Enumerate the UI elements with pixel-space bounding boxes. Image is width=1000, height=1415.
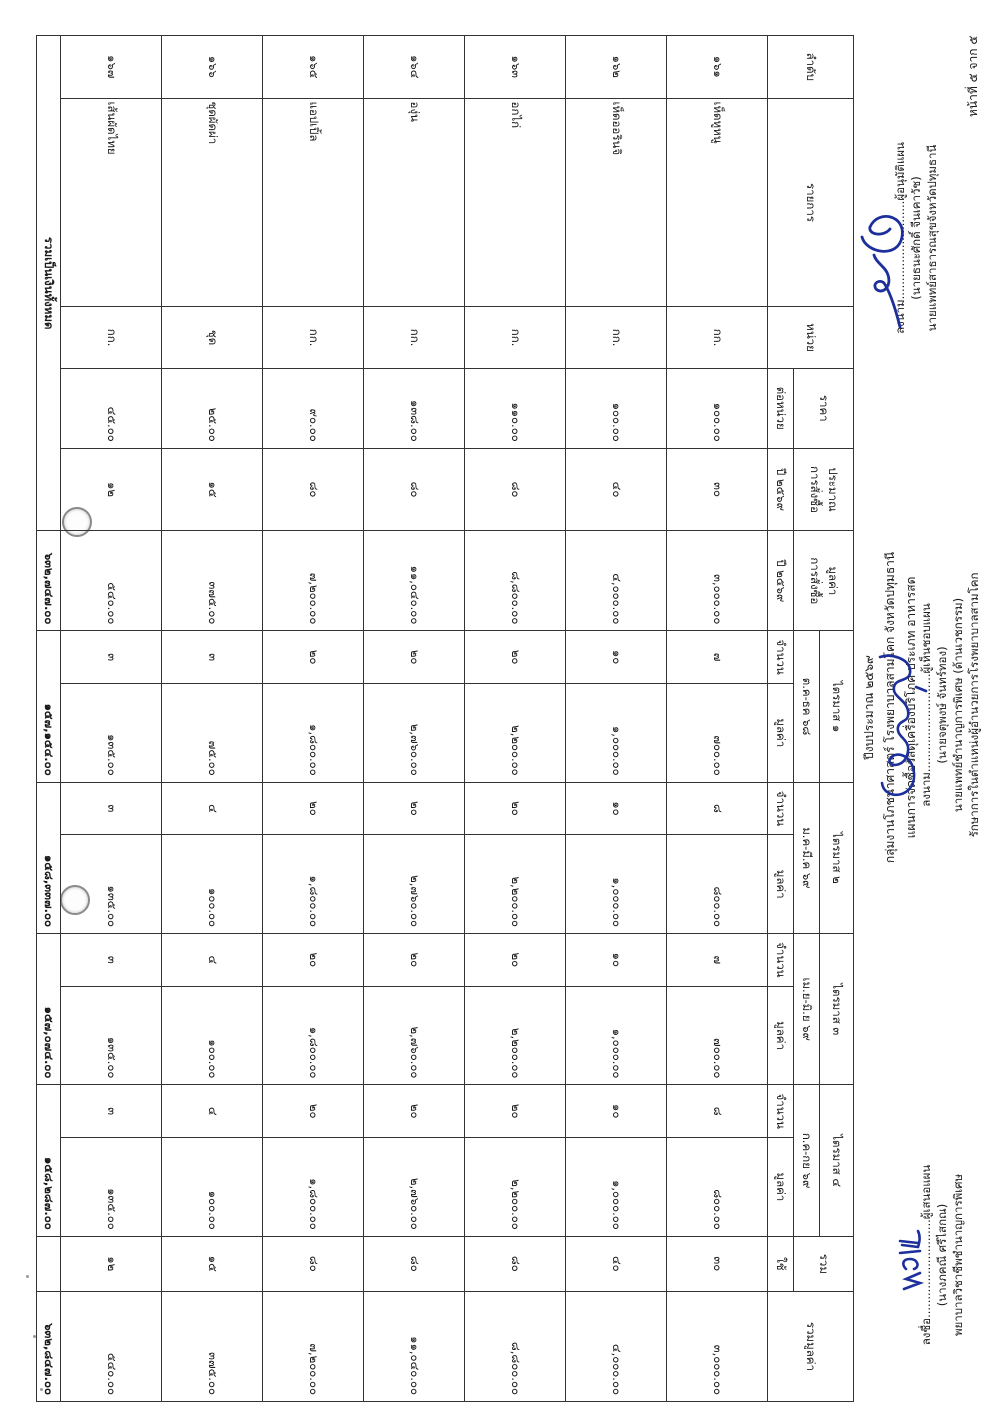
row-q3-amt: ๒,๒๐๐.๐๐ bbox=[465, 986, 566, 1085]
row-q2-amt: ๘๐๐.๐๐ bbox=[667, 835, 768, 934]
row-value: ๓๗๕.๐๐ bbox=[162, 531, 263, 631]
q2-header: ไตรมาส ๒ bbox=[820, 782, 854, 933]
row-q2-qty: ๒๐ bbox=[364, 782, 465, 835]
row-sum: ๓๗๕.๐๐ bbox=[162, 1291, 263, 1401]
purchase-plan-table bbox=[36, 35, 854, 1402]
row-q1-qty: ๒๐ bbox=[465, 631, 566, 684]
sig1-prefix: ลงชื่อ bbox=[919, 1317, 933, 1346]
row-unit: กก. bbox=[364, 307, 465, 368]
col-est-sub: ปี ๒๕๖๙ bbox=[768, 448, 794, 531]
table-row bbox=[566, 36, 667, 1402]
row-q3-qty: ๔ bbox=[162, 934, 263, 987]
row-q2-qty: ๑๐ bbox=[566, 782, 667, 835]
row-price: ๑๐๐.๐๐ bbox=[566, 368, 667, 448]
col-est-header bbox=[794, 448, 854, 531]
row-unit: กก. bbox=[61, 307, 162, 368]
row-q3-qty: ๒๐ bbox=[465, 934, 566, 987]
row-no: ๑๖๕ bbox=[263, 36, 364, 99]
row-q4-qty: ๑๐ bbox=[566, 1085, 667, 1138]
row-total: ๑๒ bbox=[61, 1236, 162, 1291]
row-q1-amt: ๗๐๐.๐๐ bbox=[667, 683, 768, 782]
row-q3-qty: ๒๐ bbox=[364, 934, 465, 987]
sig1-role: ...........................ผู้เสนอแผน bbox=[919, 1164, 933, 1318]
row-q4-amt: ๒,๗๖๐.๐๐ bbox=[364, 1137, 465, 1236]
handwritten-signature-2 bbox=[872, 643, 928, 803]
row-item: อกไก่ bbox=[465, 98, 566, 307]
row-q2-amt: ๑,๐๐๐.๐๐ bbox=[566, 835, 667, 934]
row-q4-amt: ๑๐๐.๐๐ bbox=[162, 1137, 263, 1236]
q3-amt-header: มูลค่า bbox=[768, 986, 794, 1085]
row-q3-amt: ๒,๗๖๐.๐๐ bbox=[364, 986, 465, 1085]
row-price: ๔๕.๐๐ bbox=[61, 368, 162, 448]
row-q1-qty: ๒๐ bbox=[263, 631, 364, 684]
row-total: ๑๕ bbox=[162, 1236, 263, 1291]
row-unit: กก. bbox=[465, 307, 566, 368]
row-q4-amt: ๑,๘๐๐.๐๐ bbox=[263, 1137, 364, 1236]
sig3-position: นายแพทย์สาธารณสุขจังหวัดปทุมธานี bbox=[925, 144, 939, 332]
row-q2-qty: ๓ bbox=[61, 782, 162, 835]
row-q2-amt: ๑,๘๐๐.๐๐ bbox=[263, 835, 364, 934]
handwritten-signature-3 bbox=[858, 173, 918, 333]
row-q2-qty: ๒๐ bbox=[465, 782, 566, 835]
row-q1-amt: ๗๕.๐๐ bbox=[162, 683, 263, 782]
row-item: เห็ดออรินจิ bbox=[566, 98, 667, 307]
row-no: ๑๖๑ bbox=[667, 36, 768, 99]
row-total: ๘๐ bbox=[263, 1236, 364, 1291]
sig3-prefix: ลงนาม bbox=[893, 299, 907, 334]
table-row bbox=[364, 36, 465, 1402]
q1-months: ต.ค-ธค ๖๘ bbox=[794, 631, 820, 782]
q2-qty-header: จำนวน bbox=[768, 782, 794, 835]
row-q1-amt: ๒,๒๐๐.๐๐ bbox=[465, 683, 566, 782]
row-unit: กก. bbox=[263, 307, 364, 368]
row-q1-qty: ๓ bbox=[61, 631, 162, 684]
col-sum-header: รวมมูลค่า bbox=[768, 1291, 854, 1401]
row-value: ๑๑,๐๔๐.๐๐ bbox=[364, 531, 465, 631]
row-q2-qty: ๘ bbox=[667, 782, 768, 835]
row-item: เส้นผัดไทย bbox=[61, 98, 162, 307]
col-value-sub: ปี ๒๕๖๙ bbox=[768, 531, 794, 631]
table-row bbox=[465, 36, 566, 1402]
row-q4-qty: ๒๐ bbox=[364, 1085, 465, 1138]
sig2-role: ...........................ผู้เห็นชอบแผน bbox=[919, 603, 933, 773]
row-item: องุ่น bbox=[364, 98, 465, 307]
row-unit: ชุด bbox=[162, 307, 263, 368]
sig2-prefix: ลงนาม bbox=[919, 772, 933, 807]
totals-q1: ๑๕๗,๑๕๔.๐๐ bbox=[37, 631, 61, 782]
sig2-position: นายแพทย์ชำนาญการพิเศษ (ด้านเวชกรรม) bbox=[951, 597, 965, 813]
totals-blank bbox=[37, 1236, 61, 1291]
sig1-position: พยาบาลวิชาชีพชำนาญการพิเศษ bbox=[951, 1173, 965, 1337]
q4-header: ไตรมาส ๔ bbox=[820, 1085, 854, 1236]
row-q1-qty: ๒๐ bbox=[364, 631, 465, 684]
totals-q2: ๑๕๘,๓๓๗.๐๐ bbox=[37, 782, 61, 933]
row-q3-amt: ๑,๐๐๐.๐๐ bbox=[566, 986, 667, 1085]
sig2-position2: รักษาการในตำแหน่งผู้อำนวยการโรงพยาบาลสามโคก bbox=[967, 572, 981, 838]
row-q3-amt: ๗๐๐.๐๐ bbox=[667, 986, 768, 1085]
q4-months: ก.ค-กย ๖๙ bbox=[794, 1085, 820, 1236]
col-value-header bbox=[794, 531, 854, 631]
signature-block-proposer bbox=[918, 1135, 966, 1375]
q3-qty-header: จำนวน bbox=[768, 934, 794, 987]
sig2-name: (นายจตุพงษ์ จันทร์ทอง) bbox=[935, 646, 949, 764]
row-q3-qty: ๗ bbox=[667, 934, 768, 987]
row-est: ๘๐ bbox=[465, 448, 566, 531]
totals-q3: ๑๕๗,๐๗๔.๐๐ bbox=[37, 934, 61, 1085]
row-q1-amt: ๑,๘๐๐.๐๐ bbox=[263, 683, 364, 782]
row-no: ๑๖๔ bbox=[364, 36, 465, 99]
table-row bbox=[263, 36, 364, 1402]
row-q1-amt: ๑,๐๐๐.๐๐ bbox=[566, 683, 667, 782]
row-q4-amt: ๑๓๕.๐๐ bbox=[61, 1137, 162, 1236]
row-unit: กก. bbox=[667, 307, 768, 368]
col-est-line2: การสั่งซื้อ bbox=[808, 466, 823, 513]
row-q3-amt: ๑๓๕.๐๐ bbox=[61, 986, 162, 1085]
q3-months: เม.ย-มิ.ย ๖๙ bbox=[794, 934, 820, 1085]
row-value: ๘,๘๐๐.๐๐ bbox=[465, 531, 566, 631]
row-q2-amt: ๑๓๕.๐๐ bbox=[61, 835, 162, 934]
row-no: ๑๖๓ bbox=[465, 36, 566, 99]
row-total: ๘๐ bbox=[465, 1236, 566, 1291]
row-q2-qty: ๔ bbox=[162, 782, 263, 835]
col-price-sub: ต่อหน่วย bbox=[768, 368, 794, 448]
row-q1-amt: ๑๓๕.๐๐ bbox=[61, 683, 162, 782]
q1-qty-header: จำนวน bbox=[768, 631, 794, 684]
row-est: ๑๕ bbox=[162, 448, 263, 531]
row-q2-qty: ๒๐ bbox=[263, 782, 364, 835]
row-est: ๑๒ bbox=[61, 448, 162, 531]
col-item-header: รายการ bbox=[768, 98, 854, 307]
row-price: ๑๑๐.๐๐ bbox=[465, 368, 566, 448]
row-q3-qty: ๓ bbox=[61, 934, 162, 987]
q2-amt-header: มูลค่า bbox=[768, 835, 794, 934]
row-q4-qty: ๘ bbox=[667, 1085, 768, 1138]
row-item: แอปเปิ้ล bbox=[263, 98, 364, 307]
row-value: ๗,๒๐๐.๐๐ bbox=[263, 531, 364, 631]
row-est: ๘๐ bbox=[263, 448, 364, 531]
row-sum: ๓,๐๐๐.๐๐ bbox=[667, 1291, 768, 1401]
handwritten-signature-1 bbox=[896, 1213, 926, 1293]
row-no: ๑๖๗ bbox=[61, 36, 162, 99]
row-q3-amt: ๑,๘๐๐.๐๐ bbox=[263, 986, 364, 1085]
q2-months: ม.ค-มี.ค ๖๙ bbox=[794, 782, 820, 933]
row-q4-amt: ๘๐๐.๐๐ bbox=[667, 1137, 768, 1236]
row-q2-amt: ๒,๗๖๐.๐๐ bbox=[364, 835, 465, 934]
sig3-role: ...........................ผู้อนุมัติแผน bbox=[893, 142, 907, 300]
col-total-sub: ใช้ bbox=[768, 1236, 794, 1291]
col-value-line2: การสั่งซื้อ bbox=[808, 557, 823, 605]
row-est: ๓๐ bbox=[667, 448, 768, 531]
table-row bbox=[162, 36, 263, 1402]
totals-value: ๖๓๒,๗๔๗.๐๐ bbox=[37, 531, 61, 631]
signature-block-authorizer bbox=[892, 73, 940, 403]
row-price: ๙๐.๐๐ bbox=[263, 368, 364, 448]
row-est: ๔๐ bbox=[566, 448, 667, 531]
row-q4-amt: ๒,๒๐๐.๐๐ bbox=[465, 1137, 566, 1236]
col-no-header: ลำดับ bbox=[768, 36, 854, 99]
sig3-name: (นายธนะศักดิ์ จีนเคาวัช) bbox=[909, 176, 923, 300]
table-row bbox=[61, 36, 162, 1402]
row-unit: กก. bbox=[566, 307, 667, 368]
document-title: แผนการจัดซื้อวัสดุเครื่องบริโภค ประเภท อาหารสด bbox=[904, 576, 918, 839]
row-price: ๑๓๘.๐๐ bbox=[364, 368, 465, 448]
totals-row bbox=[37, 36, 61, 1402]
row-q4-qty: ๒๐ bbox=[465, 1085, 566, 1138]
col-unit-header: หน่วย bbox=[768, 307, 854, 368]
table-body bbox=[61, 36, 768, 1402]
row-q4-amt: ๑,๐๐๐.๐๐ bbox=[566, 1137, 667, 1236]
row-total: ๓๐ bbox=[667, 1236, 768, 1291]
row-total: ๔๐ bbox=[566, 1236, 667, 1291]
page-number: หน้าที่ ๕ จาก ๕ bbox=[966, 35, 980, 117]
row-price: ๒๕.๐๐ bbox=[162, 368, 263, 448]
row-total: ๘๐ bbox=[364, 1236, 465, 1291]
row-value: ๓,๐๐๐.๐๐ bbox=[667, 531, 768, 631]
table-row bbox=[667, 36, 768, 1402]
row-q2-amt: ๑๐๐.๐๐ bbox=[162, 835, 263, 934]
sig1-name: (นางภคณี ศรีไสกณ) bbox=[935, 1203, 949, 1307]
row-sum: ๑๑,๐๔๐.๐๐ bbox=[364, 1291, 465, 1401]
row-q3-qty: ๑๐ bbox=[566, 934, 667, 987]
row-q4-qty: ๒๐ bbox=[263, 1085, 364, 1138]
q1-header: ไตรมาส ๑ bbox=[820, 631, 854, 782]
row-q1-qty: ๑๐ bbox=[566, 631, 667, 684]
plan-table-wrap bbox=[36, 35, 854, 1402]
totals-label: รวมเป็นเงินทั้งหมด bbox=[37, 36, 61, 531]
row-q4-qty: ๔ bbox=[162, 1085, 263, 1138]
row-no: ๑๖๒ bbox=[566, 36, 667, 99]
row-q2-amt: ๒,๒๐๐.๐๐ bbox=[465, 835, 566, 934]
col-value-line1: มูลค่า bbox=[826, 566, 841, 596]
row-q4-qty: ๓ bbox=[61, 1085, 162, 1138]
row-q1-amt: ๒,๗๖๐.๐๐ bbox=[364, 683, 465, 782]
row-sum: ๘,๘๐๐.๐๐ bbox=[465, 1291, 566, 1401]
row-q3-amt: ๑๐๐.๐๐ bbox=[162, 986, 263, 1085]
totals-q4: ๑๕๘,๒๘๗.๐๐ bbox=[37, 1085, 61, 1236]
department-line: กลุ่มงานโภชนาศาสตร์ โรงพยาบาลสามโคก จังหวัดปทุมธานี bbox=[883, 551, 897, 864]
row-sum: ๕๔๐.๐๐ bbox=[61, 1291, 162, 1401]
q4-qty-header: จำนวน bbox=[768, 1085, 794, 1138]
col-est-line1: ประมาณ bbox=[826, 467, 841, 512]
fiscal-year-line: ปีงบประมาณ ๒๕๖๙ bbox=[862, 655, 876, 760]
totals-sum: ๖๓๒,๘๔๗.๐๐ bbox=[37, 1291, 61, 1401]
q4-amt-header: มูลค่า bbox=[768, 1137, 794, 1236]
row-q1-qty: ๓ bbox=[162, 631, 263, 684]
row-item: ชุดผัดผ่า bbox=[162, 98, 263, 307]
row-value: ๕๔๐.๐๐ bbox=[61, 531, 162, 631]
signature-block-approver bbox=[918, 515, 982, 895]
row-q3-qty: ๒๐ bbox=[263, 934, 364, 987]
row-sum: ๔,๐๐๐.๐๐ bbox=[566, 1291, 667, 1401]
row-item: เห็ดหูหนู bbox=[667, 98, 768, 307]
row-sum: ๗,๒๐๐.๐๐ bbox=[263, 1291, 364, 1401]
q1-amt-header: มูลค่า bbox=[768, 683, 794, 782]
row-est: ๘๐ bbox=[364, 448, 465, 531]
row-price: ๑๐๐.๐๐ bbox=[667, 368, 768, 448]
q3-header: ไตรมาส ๓ bbox=[820, 934, 854, 1085]
row-value: ๔,๐๐๐.๐๐ bbox=[566, 531, 667, 631]
col-total-header: รวม bbox=[794, 1236, 854, 1291]
row-q1-qty: ๗ bbox=[667, 631, 768, 684]
col-price-header: ราคา bbox=[794, 368, 854, 448]
row-no: ๑๖๖ bbox=[162, 36, 263, 99]
